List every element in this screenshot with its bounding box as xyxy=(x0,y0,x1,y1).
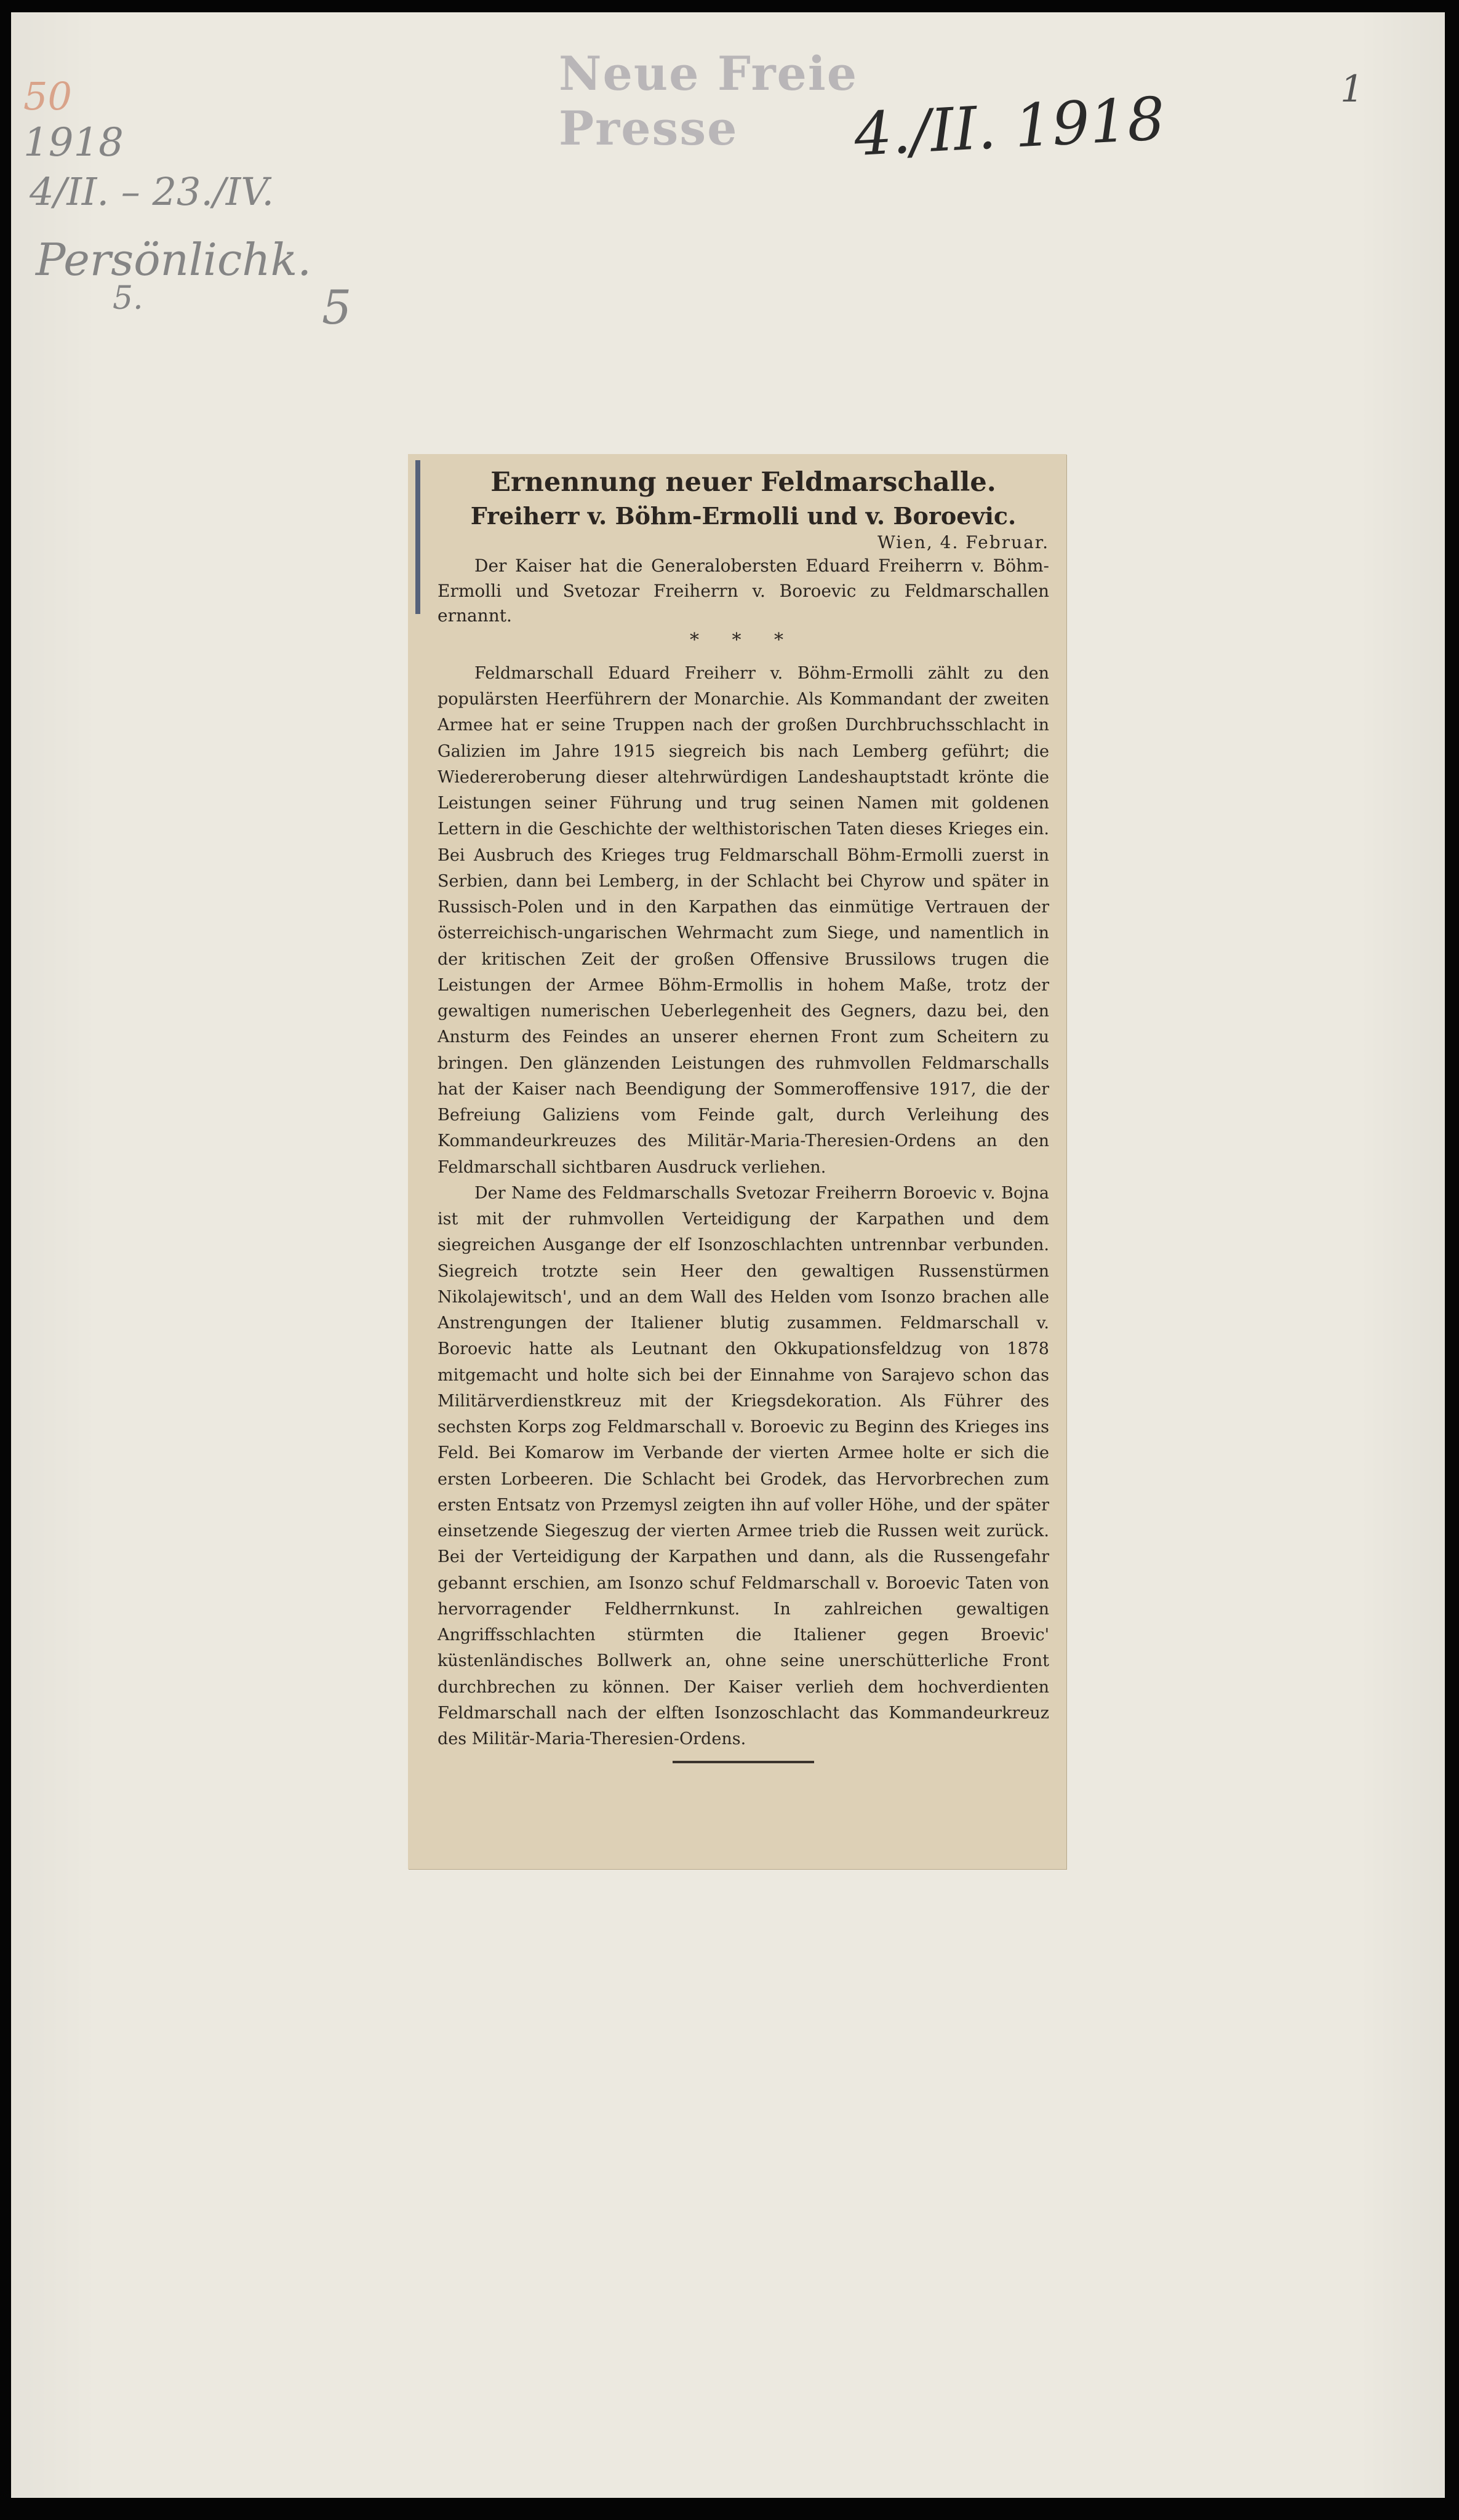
margin-note-date-range: 4/II. – 23./IV. xyxy=(30,169,274,214)
article-paragraph-boehm-ermolli: Feldmarschall Eduard Freiherr v. Böhm-Ermolli zählt zu den populärsten Heerführern der Monarchie. Als Kommandant der zweiten Armee hat er seine Truppen nach der großen Durchbruchsschlacht in Galizien im Jahre 1915 siegreich bis nach Lemberg geführt; die Wiedereroberung dieser altehrwürdigen Landeshauptstadt krönte die Leistungen seiner Führung und trug seinen Namen mit goldenen Lettern in die Geschichte der welthistorischen Taten dieses Krieges ein. Bei Ausbruch des Krieges trug Feldmarschall Böhm-Ermolli zuerst in Serbien, dann bei Lemberg, in der Schlacht bei Chyrow und später in Russisch-Polen und in den Karpathen das einmütige Vertrauen der österreichisch-ungarischen Wehrmacht zum Siege, und namentlich in der kritischen Zeit der großen Offensive Brussilows trugen die Leistungen der Armee Böhm-Ermollis in hohem Maße, trotz der gewaltigen numerischen Ueberlegenheit des Gegners, dazu bei, den Ansturm des Feindes an unserer ehernen Front zum Scheitern zu bringen. Den glänzenden Leistungen des ruhmvollen Feldmarschalls hat der Kaiser nach Beendigung der Sommeroffensive 1917, die der Befreiung Galiziens vom Feinde galt, durch Verleihung des Kommandeurkreuzes des Militär-Maria-Theresien-Ordens an den Feldmarschall sichtbaren Ausdruck verliehen. xyxy=(438,663,1049,1177)
archive-sheet xyxy=(11,12,1445,2498)
handwritten-date: 4./II. 1918 xyxy=(852,84,1167,170)
article-headline: Ernennung neuer Feldmarschalle. xyxy=(490,467,996,498)
article-dateline: Wien, 4. Februar. xyxy=(877,532,1049,553)
article-paragraph-boroevic: Der Name des Feldmarschalls Svetozar Freiherrn Boroevic v. Bojna ist mit der ruhmvollen Verteidigung der Karpathen und dem siegreichen Ausgange der elf Isonzoschlachten untrennbar verbunden. Siegreich trotzte sein Heer den gewaltigen Russenstürmen Nikolajewitsch', und an dem Wall des Helden vom Isonzo brachen alle Anstrengungen der Italiener blutig zusammen. Feldmarschall v. Boroevic hatte als Leutnant den Okkupationsfeldzug von 1878 mitgemacht und holte sich bei der Einnahme von Sarajevo schon das Militärverdienstkreuz mit der Kriegsdekoration. Als Führer des sechsten Korps zog Feldmarschall v. Boroevic zu Beginn des Krieges ins Feld. Bei Komarow im Verbande der vierten Armee holte er sich die ersten Lorbeeren. Die Schlacht bei Grodek, das Hervorbrechen zum ersten Entsatz von Przemysl zeigten ihn auf voller Höhe, und der später einsetzende Siegeszug der vierten Armee trieb die Russen weit zurück. Bei der Verteidigung der Karpathen und dann, als die Russengefahr gebannt erschien, am Isonzo schuf Feldmarschall v. Boroevic Taten von hervorragender Feldherrnkunst. In zahlreichen gewaltigen Angriffsschlachten stürmten die Italiener gegen Broevic' küstenländisches Bollwerk an, ohne seine unerschütterliche Front durchbrechen zu können. Der Kaiser verlieh dem hochverdienten Feldmarschall nach der elften Isonzoschlacht das Kommandeurkreuz des Militär-Maria-Theresien-Ordens. xyxy=(438,1183,1049,1749)
article-subheadline: Freiherr v. Böhm-Ermolli und v. Boroevic. xyxy=(470,502,1017,530)
margin-note-five: 5 xyxy=(322,280,352,335)
margin-note-year: 1918 xyxy=(23,120,124,165)
margin-note-number: 50 xyxy=(23,74,72,119)
handwritten-page-number: 1 xyxy=(1340,68,1364,111)
article-end-rule xyxy=(673,1761,814,1763)
article-separator: * * * xyxy=(689,629,797,651)
margin-note-item: 5. xyxy=(113,280,143,317)
margin-note-category: Persönlichk. xyxy=(36,234,312,285)
newspaper-clipping xyxy=(408,454,1066,1869)
article-lead: Der Kaiser hat die Generalobersten Eduard Freiherrn v. Böhm-Ermolli und Svetozar Freiherrn v. Boroevic zu Feldmarschallen ernannt. xyxy=(438,556,1049,626)
newspaper-name-stamp: Neue Freie Presse xyxy=(559,46,858,156)
clipping-blue-edge-mark xyxy=(415,460,420,614)
